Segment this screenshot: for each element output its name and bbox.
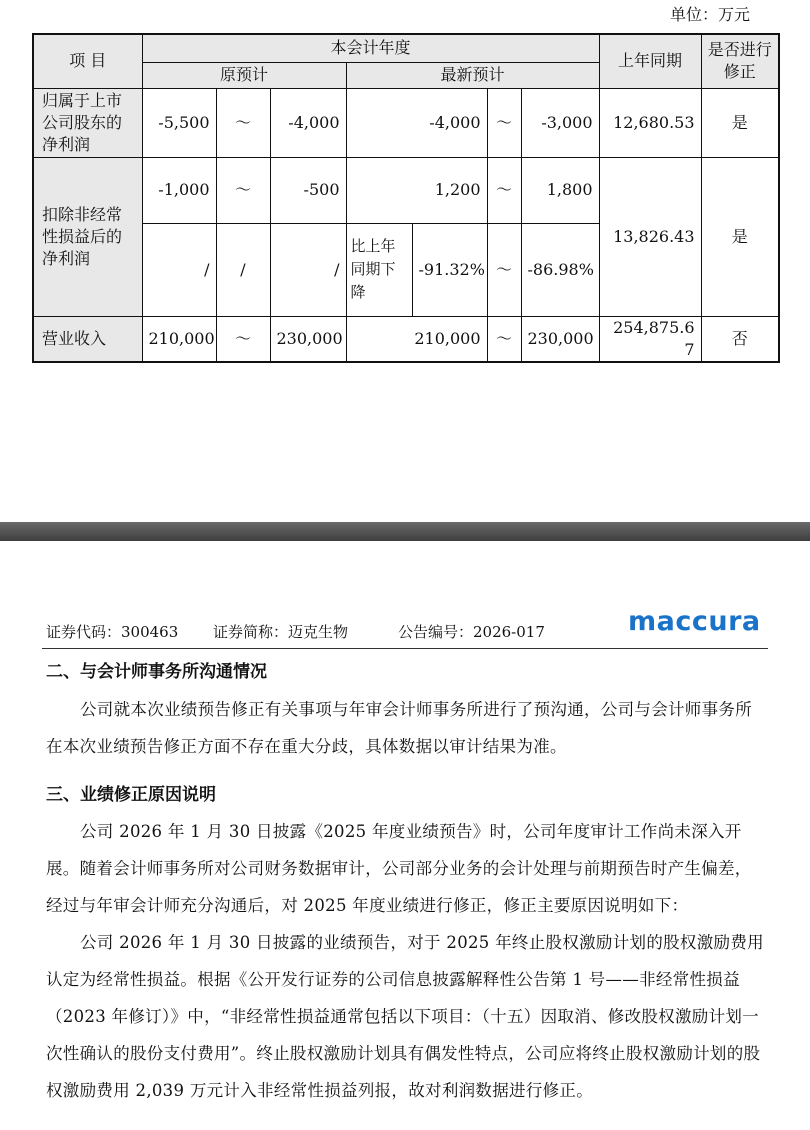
cell: 210,000	[346, 316, 487, 362]
cell: /	[216, 223, 270, 316]
table-row	[33, 88, 779, 157]
paragraph: 公司就本次业绩预告修正有关事项与年审会计师事务所进行了预沟通，公司与会计师事务所在本次业绩预告修正方面不存在重大分歧，具体数据以审计结果为准。	[46, 700, 752, 756]
cell: ～	[487, 223, 521, 316]
cell: 210,000	[142, 316, 216, 362]
cell: 254,875.67	[599, 316, 701, 362]
header-latest: 最新预计	[346, 62, 599, 88]
earnings-forecast-table	[32, 33, 780, 363]
cell: ～	[216, 88, 270, 157]
page-separator	[0, 522, 810, 541]
yoy-label: 比上年同期下降	[346, 223, 412, 316]
cell: -1,000	[142, 157, 216, 223]
cell: -4,000	[270, 88, 346, 157]
cell: ～	[487, 157, 521, 223]
unit-label: 单位：万元	[670, 5, 751, 24]
notice-number: 公告编号：2026-017	[398, 623, 545, 641]
stock-short-name: 证券简称：迈克生物	[213, 623, 349, 641]
cell: -91.32%	[412, 223, 487, 316]
header-revise: 是否进行修正	[701, 34, 779, 88]
cell: 230,000	[521, 316, 599, 362]
cell: -500	[270, 157, 346, 223]
stock-code: 证券代码：300463	[46, 623, 179, 641]
header-item: 项 目	[33, 34, 142, 88]
cell: ～	[216, 157, 270, 223]
header-original: 原预计	[142, 62, 346, 88]
paragraph: 公司 2026 年 1 月 30 日披露《2025 年度业绩预告》时，公司年度审计工作尚未深入开展。随着会计师事务所对公司财务数据审计，公司部分业务的会计处理与前期预告时产生偏差，经过与年审会计师充分沟通后，对 2025 年度业绩进行修正，修正主要原因说明如下：	[46, 822, 752, 915]
cell: 230,000	[270, 316, 346, 362]
cell: 是	[701, 157, 779, 316]
section-2-title: 二、与会计师事务所沟通情况	[46, 662, 267, 682]
cell: -3,000	[521, 88, 599, 157]
cell: 是	[701, 88, 779, 157]
cell: 12,680.53	[599, 88, 701, 157]
cell: -5,500	[142, 88, 216, 157]
table-row	[33, 316, 779, 362]
section-3-body	[46, 813, 768, 1109]
cell: -86.98%	[521, 223, 599, 316]
section-3-title: 三、业绩修正原因说明	[46, 785, 216, 805]
header-last-year: 上年同期	[599, 34, 701, 88]
section-2-body	[46, 691, 768, 765]
cell: ～	[487, 316, 521, 362]
cell: /	[142, 223, 216, 316]
cell: -4,000	[346, 88, 487, 157]
cell: ～	[487, 88, 521, 157]
row-label: 扣除非经常性损益后的净利润	[33, 157, 142, 316]
cell: 13,826.43	[599, 157, 701, 316]
header-current-year: 本会计年度	[142, 34, 599, 62]
table-row	[33, 157, 779, 223]
maccura-logo: maccura	[628, 606, 761, 637]
row-label: 归属于上市公司股东的净利润	[33, 88, 142, 157]
header-rule	[42, 648, 768, 649]
cell: 否	[701, 316, 779, 362]
row-label: 营业收入	[33, 316, 142, 362]
cell: 1,200	[346, 157, 487, 223]
cell: /	[270, 223, 346, 316]
cell: ～	[216, 316, 270, 362]
paragraph: 公司 2026 年 1 月 30 日披露的业绩预告，对于 2025 年终止股权激励计划的股权激励费用认定为经常性损益。根据《公开发行证券的公司信息披露解释性公告第 1 号——非经常性损益（2023 年修订）》中，“非经常性损益通常包括以下项目：（十五）因取消、修改股权激励计划一次性确认的股份支付费用”。终止股权激励计划具有偶发性特点，公司应将终止股权激励计划的股权激励费用 2,039 万元计入非经常性损益列报，故对利润数据进行修正。	[46, 933, 764, 1100]
cell: 1,800	[521, 157, 599, 223]
